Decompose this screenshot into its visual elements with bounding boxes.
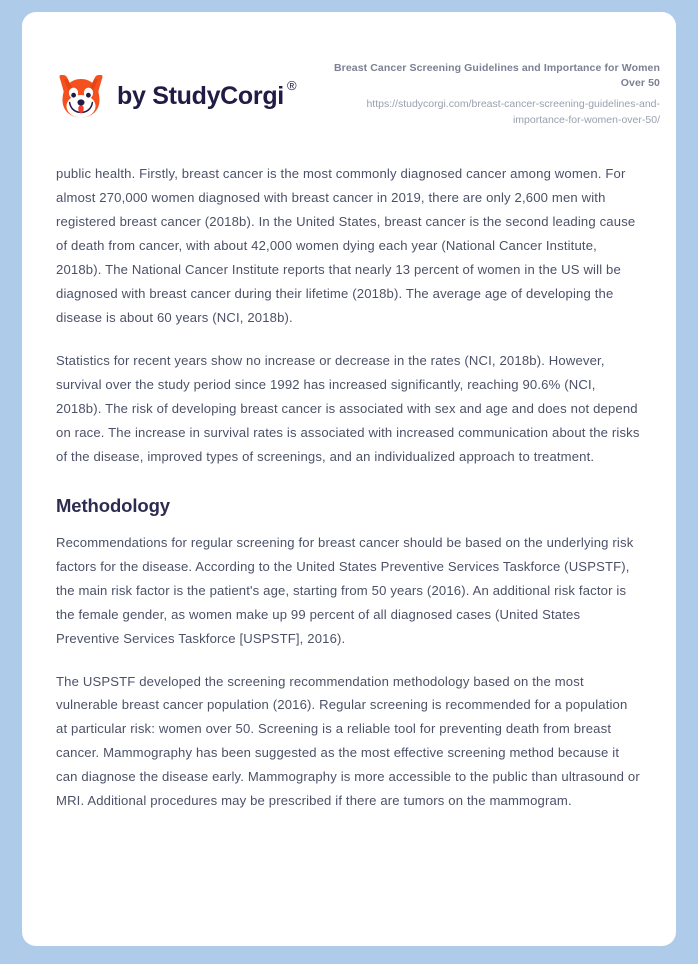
header-meta: [316, 59, 660, 128]
brand-wordmark: [117, 78, 297, 111]
corgi-face-icon: [56, 71, 106, 121]
registered-trademark-icon: ®: [286, 78, 297, 94]
brand-label: by StudyCorgi: [117, 81, 284, 110]
brand-logo[interactable]: [56, 59, 297, 121]
source-url[interactable]: https://studycorgi.com/breast-cancer-screening-guidelines-and-importance-for-women-over-50/: [366, 97, 660, 126]
document-header: [22, 12, 676, 128]
document-page: [22, 12, 676, 946]
paragraph: The USPSTF developed the screening recommendation methodology based on the most vulnerable breast cancer population (2016). Regular screening is recommended for a population at particular risk: women over 50. Screening is a reliable tool for preventing death from breast cancer. Mammography has been suggested as the most effective screening method because it can diagnose the disease early. Mammography is more accessible to the public than ultrasound or MRI. Additional procedures may be prescribed if there are tumors on the mammogram.: [56, 673, 640, 809]
page-title: Breast Cancer Screening Guidelines and Importance for Women Over 50: [333, 62, 660, 89]
paragraph: Statistics for recent years show no increase or decrease in the rates (NCI, 2018b). However, survival over the study period since 1992 has increased significantly, reaching 90.6% (NCI, 2018b). The risk of developing breast cancer is associated with sex and age and does not depend on race. The increase in survival rates is associated with increased communication about the risks of the disease, improved types of screenings, and an individualized approach to treatment.: [56, 352, 640, 464]
paragraph: public health. Firstly, breast cancer is the most commonly diagnosed cancer among women. For almost 270,000 women diagnosed with breast cancer in 2019, there are only 2,600 men with registered breast cancer (2018b). In the United States, breast cancer is the second leading cause of death from cancer, with about 42,000 women dying each year (National Cancer Institute, 2018b). The National Cancer Institute reports that nearly 13 percent of women in the US will be diagnosed with breast cancer during their lifetime (2018b). The average age of developing the disease is about 60 years (NCI, 2018b).: [56, 166, 636, 326]
paragraph: Recommendations for regular screening for breast cancer should be based on the underlying risk factors for the disease. According to the United States Preventive Services Taskforce (USPSTF), the main risk factor is the patient's age, starting from 50 years (2016). An additional risk factor is the female gender, as women make up 99 percent of all diagnosed cases (United States Preventive Services Taskforce [USPSTF], 2016).: [56, 534, 634, 646]
section-heading: Methodology: [56, 494, 170, 516]
document-content: [22, 128, 676, 813]
